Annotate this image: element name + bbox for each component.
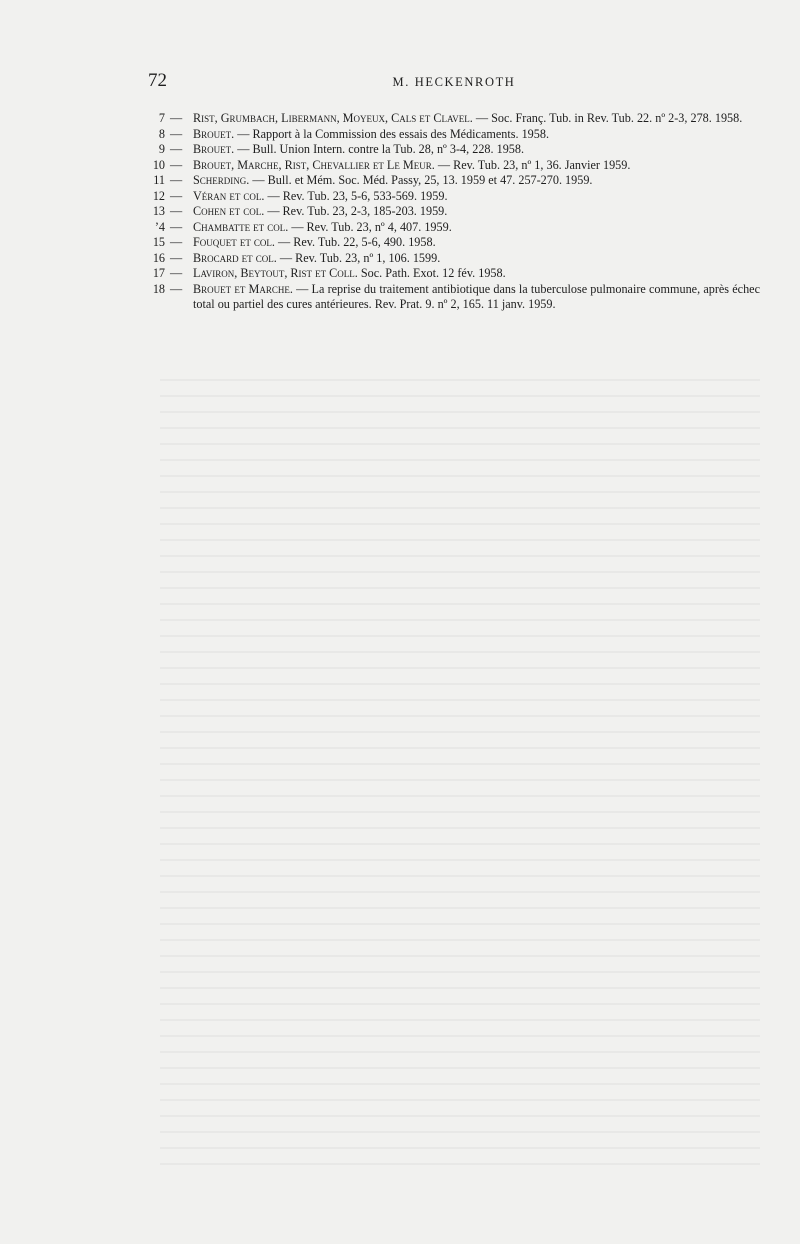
reference-dash: — (170, 142, 183, 156)
reference-item (148, 189, 760, 205)
reference-text (193, 111, 760, 127)
reference-item (148, 282, 760, 313)
reference-author: Scherding. (193, 173, 250, 187)
reference-author: Fouquet et col. (193, 235, 275, 249)
reference-author: Brouet. (193, 142, 235, 156)
reference-dash: — (170, 126, 183, 141)
reference-citation: — Rev. Tub. 23, 5-6, 533-569. 1959. (264, 188, 448, 203)
reference-dash: — (170, 111, 183, 125)
reference-citation: — Rev. Tub. 23, nº 1, 106. 1599. (276, 250, 441, 265)
reference-dash: — (170, 235, 183, 249)
reference-dash: — (170, 250, 183, 265)
reference-item (148, 235, 760, 251)
reference-item (148, 142, 760, 158)
reference-number: 10 (152, 157, 165, 172)
reference-text (193, 266, 760, 282)
reference-number: 8 (158, 126, 165, 141)
reference-item (148, 220, 760, 236)
reference-dash: — (170, 266, 183, 280)
reference-number: 9 (158, 142, 165, 156)
reference-list (148, 111, 760, 313)
reference-text (193, 158, 760, 174)
reference-item (148, 266, 760, 282)
reference-citation: — Rev. Tub. 23, 2-3, 185-203. 1959. (264, 204, 448, 218)
reference-dash: — (170, 204, 183, 218)
reference-dash: — (170, 219, 183, 234)
reference-number: 16 (152, 250, 165, 265)
show-through-texture (160, 370, 760, 1170)
reference-citation: — Rev. Tub. 22, 5-6, 490. 1958. (274, 235, 436, 249)
reference-text (193, 189, 760, 205)
reference-citation: — Bull. et Mém. Soc. Méd. Passy, 25, 13. 1959 et 47. 257-270. 1959. (249, 173, 593, 187)
reference-number: 17 (152, 266, 165, 280)
reference-item (148, 173, 760, 189)
reference-text (193, 142, 760, 158)
reference-author: Chambatte et col. (193, 219, 289, 234)
reference-author: Cohen et col. (193, 204, 265, 218)
reference-item (148, 127, 760, 143)
reference-dash: — (170, 157, 183, 172)
reference-number: 18 (152, 281, 165, 296)
reference-number: 15 (152, 235, 165, 249)
reference-author: Laviron, Beytout, Rist et Coll. (193, 266, 358, 280)
reference-dash: — (170, 188, 183, 203)
reference-dash: — (170, 173, 183, 187)
reference-text (193, 173, 760, 189)
reference-author: Brocard et col. (193, 250, 277, 265)
reference-text (193, 282, 760, 313)
reference-author: Brouet et Marche. (193, 281, 293, 296)
reference-citation: Soc. Path. Exot. 12 fév. 1958. (357, 266, 506, 280)
reference-item (148, 111, 760, 127)
reference-citation: — Bull. Union Intern. contre la Tub. 28, nº 3-4, 228. 1958. (234, 142, 525, 156)
reference-author: Brouet. (193, 126, 235, 141)
reference-citation: — La reprise du traitement antibiotique dans la tuberculose pulmonaire commune, après échec total ou partiel des cures antérieures. Rev. Prat. 9. nº 2, 165. 11 janv. 1959. (193, 281, 760, 311)
reference-author: Véran et col. (193, 188, 265, 203)
page-number: 72 (148, 70, 167, 91)
reference-text (193, 251, 760, 267)
page-header (148, 70, 760, 94)
reference-citation: — Rev. Tub. 23, nº 4, 407. 1959. (288, 219, 452, 234)
reference-item (148, 251, 760, 267)
reference-item (148, 158, 760, 174)
reference-number: 13 (152, 204, 165, 218)
reference-citation: — Soc. Franç. Tub. in Rev. Tub. 22. nº 2-3, 278. 1958. (472, 111, 743, 125)
reference-author: Rist, Grumbach, Libermann, Moyeux, Cals et Clavel. (193, 111, 473, 125)
reference-number: 7 (158, 111, 165, 125)
reference-number: 11 (153, 173, 165, 187)
reference-text (193, 127, 760, 143)
reference-author: Brouet, Marche, Rist, Chevallier et Le Meur. (193, 157, 435, 172)
reference-dash: — (170, 281, 183, 296)
reference-item (148, 204, 760, 220)
reference-text (193, 204, 760, 220)
running-head: M. HECKENROTH (392, 75, 516, 89)
reference-number: 12 (152, 188, 165, 203)
reference-text (193, 235, 760, 251)
reference-citation: — Rapport à la Commission des essais des Médicaments. 1958. (234, 126, 549, 141)
reference-citation: — Rev. Tub. 23, nº 1, 36. Janvier 1959. (434, 157, 631, 172)
reference-text (193, 220, 760, 236)
reference-number: ’4 (154, 219, 165, 234)
